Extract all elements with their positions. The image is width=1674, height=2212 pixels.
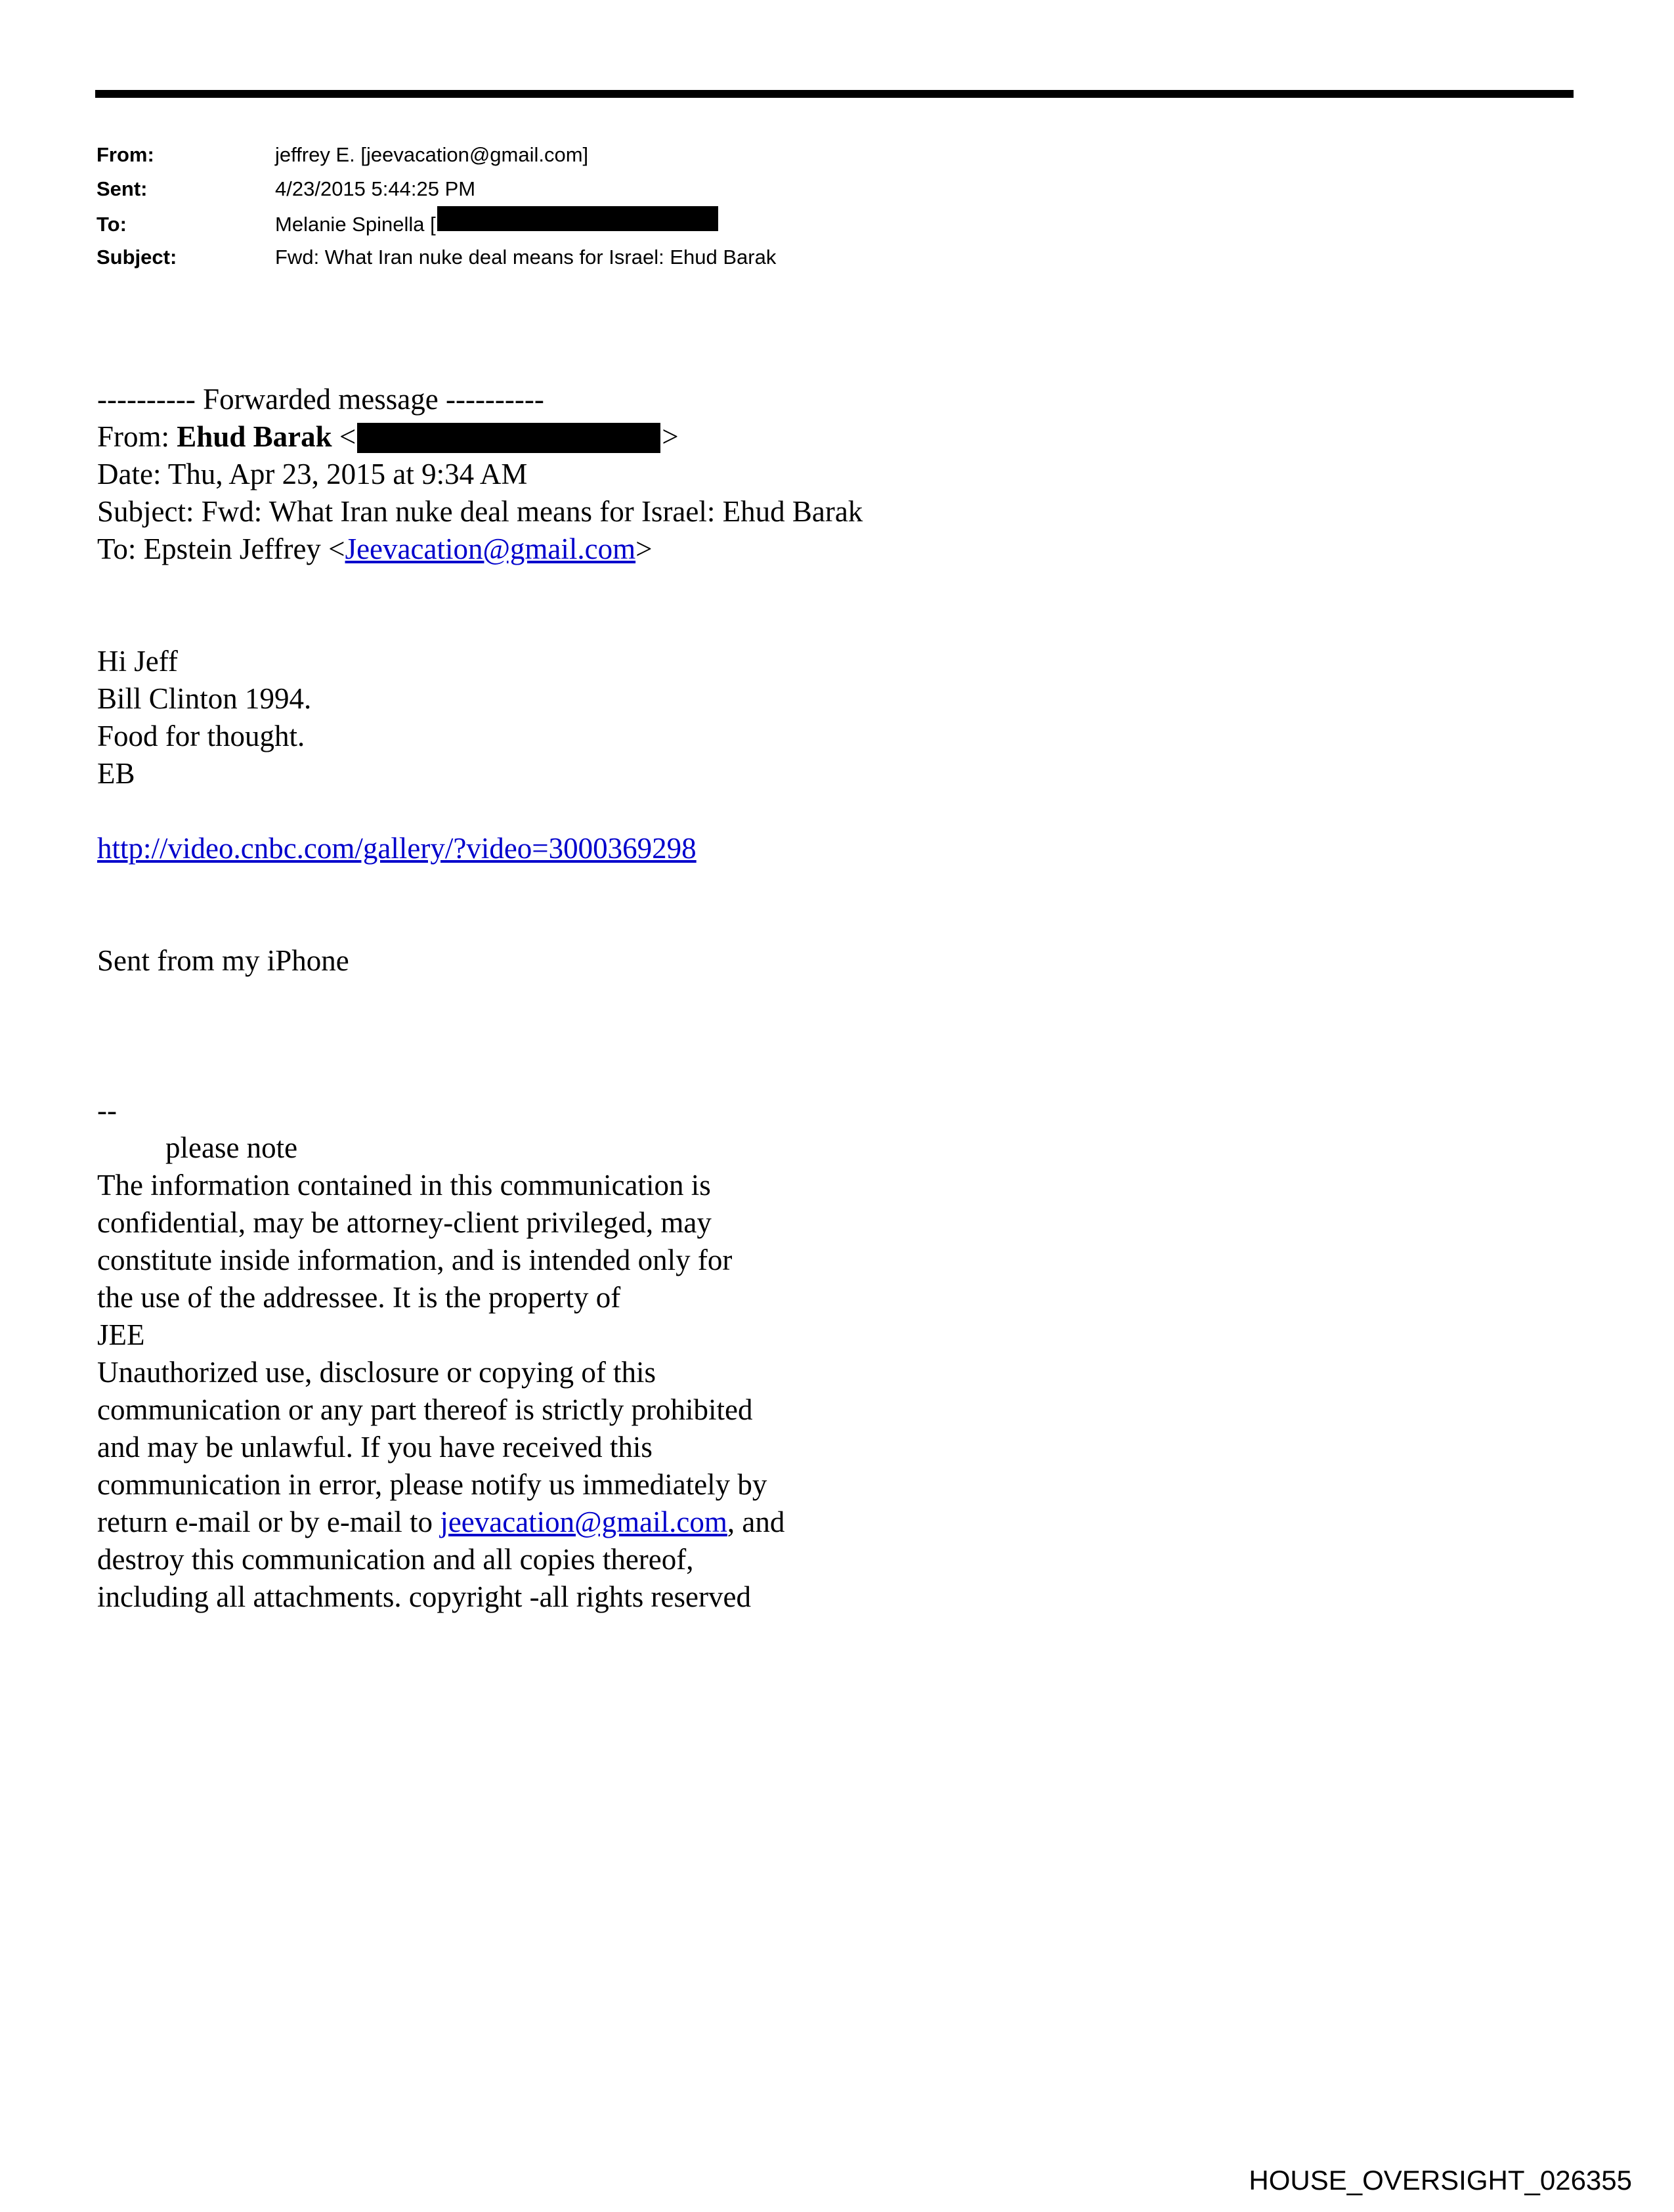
subject-value: Fwd: What Iran nuke deal means for Israel: Ehud Barak [275,246,777,269]
spacer [97,1054,863,1092]
disclaimer-line: destroy this communication and all copies thereof, [97,1543,694,1576]
disclaimer-line: JEE [97,1318,145,1351]
sent-value: 4/23/2015 5:44:25 PM [275,177,476,200]
sent-from-iphone-line: Sent from my iPhone [97,944,349,977]
header-row-to [97,206,776,240]
disclaimer-line: and may be unlawful. If you have received this [97,1431,653,1464]
disclaimer-line: communication in error, please notify us immediately by [97,1468,767,1501]
disclaimer-email-link[interactable]: jeevacation@gmail.com [440,1506,727,1538]
header-top-rule [95,90,1574,98]
email-header-block [97,138,776,274]
spacer [97,568,863,605]
redaction-bar [357,423,660,453]
disclaimer-line: Unauthorized use, disclosure or copying of this [97,1356,656,1389]
header-row-sent [97,172,776,206]
forwarded-to-prefix: To: Epstein Jeffrey < [97,532,345,565]
sent-label: Sent: [97,177,148,200]
close-angle-bracket: > [662,420,679,453]
redaction-bar [437,206,718,231]
sender-name: Ehud Barak [177,420,332,453]
header-row-from [97,138,776,172]
to-label: To: [97,213,127,236]
message-line: Food for thought. [97,720,305,752]
forwarded-from-line [97,418,863,456]
signature-dashes: -- [97,1094,117,1127]
please-note-line: please note [165,1131,298,1164]
disclaimer-email-suffix: , and [727,1506,785,1538]
disclaimer-line: communication or any part thereof is strictly prohibited [97,1393,753,1426]
from-label: From: [97,143,154,166]
forwarded-date-line: Date: Thu, Apr 23, 2015 at 9:34 AM [97,458,528,490]
disclaimer-line: including all attachments. copyright -all rights reserved [97,1580,751,1613]
forwarded-from-prefix: From: [97,420,177,453]
email-body [97,381,863,1616]
to-value: Melanie Spinella [ [275,213,436,236]
greeting-line: Hi Jeff [97,645,178,678]
disclaimer-email-prefix: return e-mail or by e-mail to [97,1506,440,1538]
from-value: jeffrey E. [jeevacation@gmail.com] [275,143,589,166]
spacer [97,905,863,942]
spacer [97,867,863,905]
spacer [97,980,863,1017]
disclaimer-email-line [97,1504,863,1541]
recipient-email-link[interactable]: Jeevacation@gmail.com [345,532,636,565]
disclaimer-line: constitute inside information, and is intended only for [97,1244,733,1276]
header-row-subject [97,240,776,274]
spacer [97,792,863,830]
disclaimer-line: confidential, may be attorney-client privileged, may [97,1206,712,1239]
open-angle-bracket: < [339,420,356,453]
disclaimer-line: the use of the addressee. It is the property of [97,1281,621,1314]
spacer [97,605,863,643]
spacer [97,1017,863,1054]
forwarded-message-divider: ---------- Forwarded message ---------- [97,383,544,416]
forwarded-subject-line: Subject: Fwd: What Iran nuke deal means for Israel: Ehud Barak [97,495,863,528]
forwarded-to-line [97,531,863,568]
cnbc-video-link[interactable]: http://video.cnbc.com/gallery/?video=3000369298 [97,832,697,865]
video-link-line [97,830,863,867]
forwarded-to-suffix: > [635,532,653,565]
message-line: Bill Clinton 1994. [97,682,312,715]
bates-number: HOUSE_OVERSIGHT_026355 [1249,2165,1632,2196]
signature-initials: EB [97,757,135,790]
disclaimer-line: The information contained in this communication is [97,1169,711,1202]
subject-label: Subject: [97,246,177,269]
